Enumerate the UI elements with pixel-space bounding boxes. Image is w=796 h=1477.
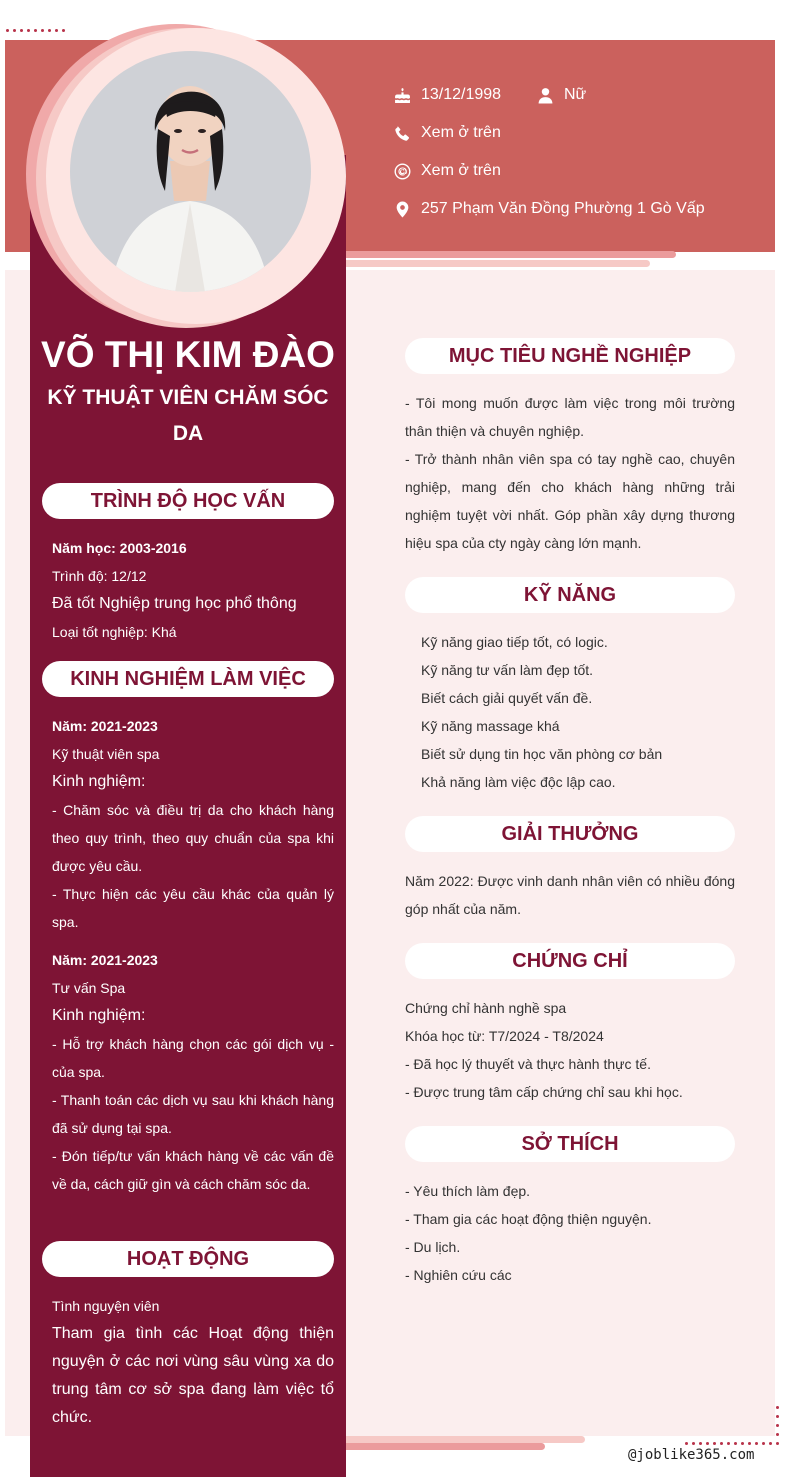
objective-line: - Trở thành nhân viên spa có tay nghề cao, chuyên nghiệp, mang đến cho khách hàng những trải nghiệm tuyệt vời nhất. Góp phần xây dựng thương hiệu spa của cty ngày càng lớn mạnh. <box>405 451 735 551</box>
decorative-stripe <box>340 1443 545 1450</box>
decorative-dot <box>762 1442 765 1445</box>
user-icon <box>537 87 554 104</box>
award-text: Năm 2022: Được vinh danh nhân viên có nhiều đóng góp nhất của năm. <box>405 873 735 917</box>
decorative-stripe <box>340 260 650 267</box>
experience-label: Kinh nghiệm: <box>52 773 146 790</box>
activity-role: Tình nguyện viên <box>52 1298 160 1314</box>
email-value: Xem ở trên <box>421 162 501 179</box>
decorative-dot <box>713 1442 716 1445</box>
activities-section <box>52 1292 334 1432</box>
decorative-dot <box>727 1442 730 1445</box>
decorative-dot <box>62 29 65 32</box>
experience-heading: KINH NGHIỆM LÀM VIỆC <box>42 661 334 697</box>
awards-heading: GIẢI THƯỞNG <box>405 816 735 852</box>
skill-item: Biết cách giải quyết vấn đề. <box>421 690 593 706</box>
profile-photo <box>70 51 311 292</box>
decorative-dot <box>769 1442 772 1445</box>
education-year: Năm học: 2003-2016 <box>52 540 187 556</box>
experience-detail: - Thanh toán các dịch vụ sau khi khách hàng đã sử dụng tại spa. <box>52 1092 334 1136</box>
experience-label: Kinh nghiệm: <box>52 1007 146 1024</box>
activities-heading: HOẠT ĐỘNG <box>42 1241 334 1277</box>
decorative-stripe <box>340 1436 585 1443</box>
address-value: 257 Phạm Văn Đồng Phường 1 Gò Vấp <box>421 200 705 217</box>
experience-detail: - Đón tiếp/tư vấn khách hàng về các vấn đề về da, cách giữ gìn và cách chăm sóc da. <box>52 1148 334 1192</box>
certificate-line: Khóa học từ: T7/2024 - T8/2024 <box>405 1028 604 1044</box>
decorative-dot <box>55 29 58 32</box>
education-section <box>52 534 334 646</box>
decorative-dot <box>734 1442 737 1445</box>
experience-year: Năm: 2021-2023 <box>52 952 158 968</box>
job-title: KỸ THUẬT VIÊN CHĂM SÓC DA <box>47 386 329 445</box>
experience-role: Kỹ thuật viên spa <box>52 746 160 762</box>
cake-icon <box>394 87 411 104</box>
decorative-dot <box>720 1442 723 1445</box>
decorative-dot <box>48 29 51 32</box>
decorative-dot <box>741 1442 744 1445</box>
experience-detail: - Thực hiện các yêu cầu khác của quản lý spa. <box>52 886 334 930</box>
candidate-name: VÕ THỊ KIM ĐÀO <box>41 334 335 375</box>
experience-year: Năm: 2021-2023 <box>52 718 158 734</box>
phone-value: Xem ở trên <box>421 124 501 141</box>
decorative-dot <box>748 1442 751 1445</box>
skills-heading: KỸ NĂNG <box>405 577 735 613</box>
decorative-dot <box>41 29 44 32</box>
activity-description: Tham gia tình các Hoạt động thiện nguyện ở các nơi vùng sâu vùng xa do trung tâm cơ sở spa đang làm việc tổ chức. <box>52 1325 334 1426</box>
decorative-dot <box>776 1406 779 1409</box>
hobby-item: - Yêu thích làm đẹp. <box>405 1183 531 1199</box>
decorative-dot <box>776 1433 779 1436</box>
gender-value: Nữ <box>564 86 587 103</box>
decorative-dot <box>699 1442 702 1445</box>
skills-list <box>421 628 735 796</box>
hobbies-list <box>405 1177 735 1289</box>
experience-detail: - Chăm sóc và điều trị da cho khách hàng theo quy trình, theo quy chuẩn của spa khi được yêu cầu. <box>52 802 334 874</box>
experience-role: Tư vấn Spa <box>52 980 126 996</box>
objective-section <box>405 389 735 557</box>
education-grade: Loại tốt nghiệp: Khá <box>52 624 177 640</box>
at-icon <box>394 163 411 180</box>
hobby-item: - Tham gia các hoạt động thiện nguyện. <box>405 1211 652 1227</box>
contact-email <box>394 160 501 182</box>
experience-item <box>52 712 334 936</box>
skill-item: Kỹ năng tư vấn làm đẹp tốt. <box>421 662 594 678</box>
decorative-dot <box>13 29 16 32</box>
skill-item: Khả năng làm việc độc lập cao. <box>421 774 616 790</box>
decorative-dot <box>20 29 23 32</box>
decorative-dot <box>27 29 30 32</box>
decorative-dot <box>34 29 37 32</box>
education-degree: Đã tốt Nghiệp trung học phổ thông <box>52 595 297 612</box>
decorative-dot <box>755 1442 758 1445</box>
watermark: @joblike365.com <box>628 1447 755 1463</box>
contact-gender <box>537 84 586 106</box>
contact-birthday <box>394 84 501 106</box>
education-level: Trình độ: 12/12 <box>52 568 147 584</box>
contact-address <box>394 198 705 220</box>
experience-detail: - Hỗ trợ khách hàng chọn các gói dịch vụ - của spa. <box>52 1036 334 1080</box>
hobby-item: - Nghiên cứu các <box>405 1267 512 1283</box>
education-heading: TRÌNH ĐỘ HỌC VẤN <box>42 483 334 519</box>
objective-heading: MỤC TIÊU NGHỀ NGHIỆP <box>405 338 735 374</box>
certificate-line: Chứng chỉ hành nghề spa <box>405 1000 567 1016</box>
location-pin-icon <box>394 201 411 218</box>
certificates-heading: CHỨNG CHỈ <box>405 943 735 979</box>
certificate-line: - Được trung tâm cấp chứng chỉ sau khi học. <box>405 1084 683 1100</box>
phone-icon <box>394 125 411 142</box>
decorative-dot <box>685 1442 688 1445</box>
skill-item: Kỹ năng giao tiếp tốt, có logic. <box>421 634 608 650</box>
birthday-value: 13/12/1998 <box>421 86 502 103</box>
objective-line: - Tôi mong muốn được làm việc trong môi trường thân thiện và chuyên nghiệp. <box>405 395 735 439</box>
experience-item <box>52 946 334 1198</box>
hobbies-heading: SỞ THÍCH <box>405 1126 735 1162</box>
hobby-item: - Du lịch. <box>405 1239 461 1255</box>
certificates-section <box>405 994 735 1106</box>
decorative-dot <box>776 1442 779 1445</box>
decorative-dot <box>6 29 9 32</box>
decorative-dot <box>706 1442 709 1445</box>
decorative-stripe <box>340 251 676 258</box>
decorative-dot <box>776 1415 779 1418</box>
contact-phone <box>394 122 501 144</box>
skill-item: Kỹ năng massage khá <box>421 718 560 734</box>
skill-item: Biết sử dụng tin học văn phòng cơ bản <box>421 746 663 762</box>
certificate-line: - Đã học lý thuyết và thực hành thực tế. <box>405 1056 651 1072</box>
decorative-dot <box>692 1442 695 1445</box>
decorative-dot <box>776 1424 779 1427</box>
